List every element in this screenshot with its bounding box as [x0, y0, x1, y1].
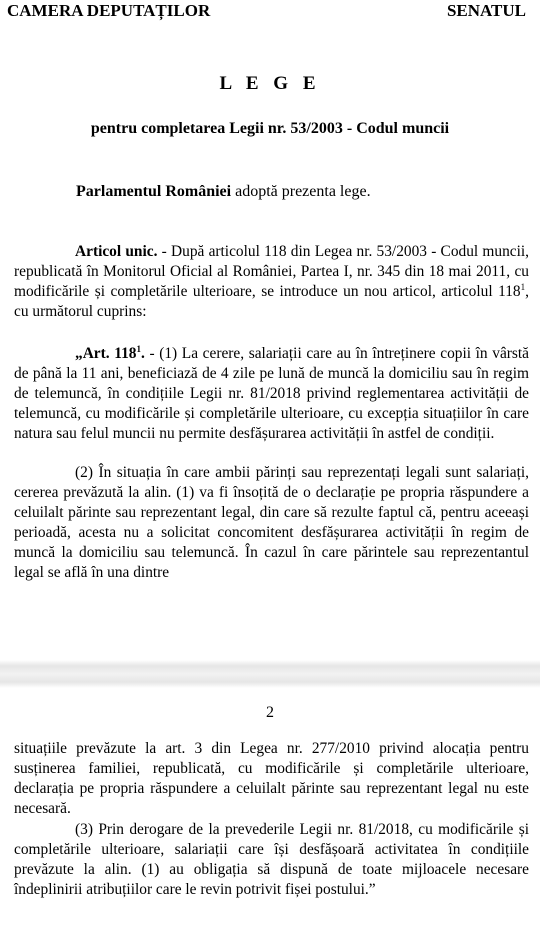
art-118-paragraph-2-continued: situațiile prevăzute la art. 3 din Legea nr. 277/2010 privind alocația pentru susținerea familiei, republicată, cu modificările și completările ulterioare, declarația pe propria răspundere a celuilalt părinte sau reprezentant legal nu este necesară. [14, 740, 529, 817]
art-118-para1-text: - (1) La cerere, salariații care au în întreținere copii în vârstă de până la 11 ani, beneficiază de 4 zile pe lună de muncă la domiciliu sau în regim de telemuncă, în condițiile Legii nr. 81/2018 privind reglementarea activității de telemuncă, cu modificările și completările ulterioare, cu excepția situațiilor în care natura sau felul muncii nu permite desfășurarea activității în astfel de condiții. [14, 345, 529, 442]
adoption-statement [76, 183, 371, 201]
law-subtitle: pentru completarea Legii nr. 53/2003 - Codul muncii [90, 120, 450, 137]
document-page-2 [0, 688, 540, 943]
article-text-end: , cu următorul cuprins: [14, 283, 529, 320]
page-number: 2 [266, 704, 274, 721]
art-118-paragraph-3: (3) Prin derogare de la prevederile Legii nr. 81/2018, cu modificările și completările ulterioare, salariații care își desfășoară activitatea în condițiile prevăzute la alin. (1) au obligația să dispună de toate mijloacele necesare îndeplinirii atribuțiilor care le revin potrivit fișei postului.” [14, 821, 529, 898]
art-118-paragraph-2: (2) În situația în care ambii părinți sau reprezentați legali sunt salariați, cererea prevăzută la alin. (1) va fi însoțită de o declarație pe propria răspundere a celuilalt părinte sau reprezentant legal, din care să rezulte faptul că, pentru aceeași perioadă, acesta nu a solicitat concomitent desfășurarea activității în regim de muncă la domiciliu sau telemuncă. În cazul în care părintele sau reprezentantul legal se află în una dintre [14, 464, 529, 581]
article-text: - După articolul 118 din Legea nr. 53/2003 - Codul muncii, republicată în Monitorul Oficial al României, Partea I, nr. 345 din 18 mai 2011, cu modificările și completările ulterioare, se introduce un nou articol, articolul 118 [14, 243, 529, 300]
law-title: L E G E [219, 73, 321, 94]
adoption-text: adoptă prezenta lege. [231, 183, 371, 200]
chamber-header: CAMERA DEPUTAȚILOR [7, 1, 211, 20]
senate-header: SENATUL [446, 1, 526, 20]
page-separator [0, 660, 540, 688]
art-118-label: „Art. $118^1$. [75, 344, 145, 362]
article-superscript: 1 [520, 282, 526, 292]
single-article-paragraph [14, 242, 529, 322]
parliament-name: Parlamentul României [76, 183, 232, 200]
art-118-superscript: 1 [136, 344, 141, 354]
art-118-paragraph-1 [14, 344, 529, 444]
article-label: Articol unic. [75, 243, 158, 260]
